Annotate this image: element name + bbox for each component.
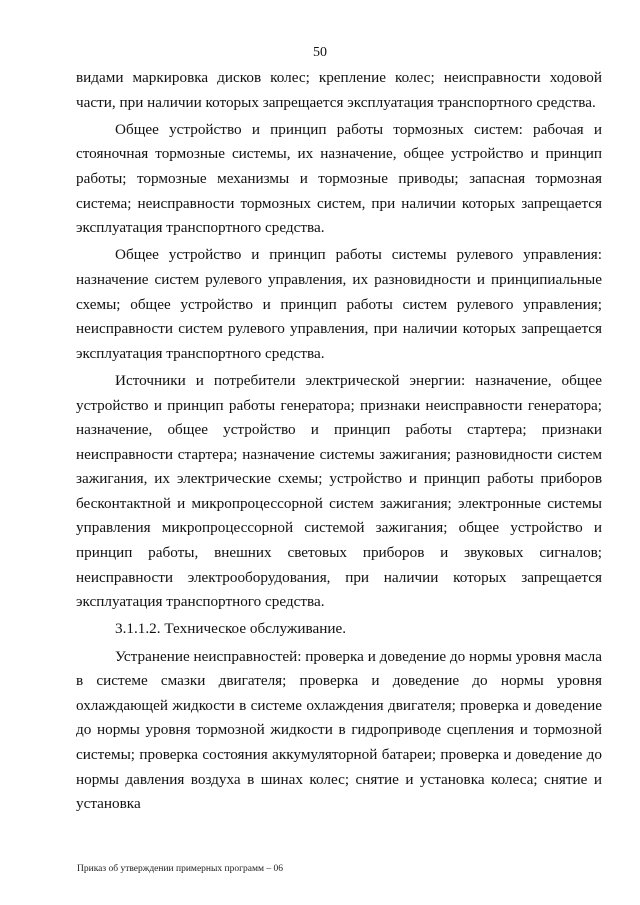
paragraph-brake-systems: Общее устройство и принцип работы тормозных систем: рабочая и стояночная тормозные системы, их назначение, общее устройство и принцип работы; тормозные механизмы и тормозные приводы; запасная тормозная система; неисправности тормозных систем, при наличии которых запрещается эксплуатация транспортного средства. — [76, 120, 602, 237]
paragraph-electrical-energy: Источники и потребители электрической энергии: назначение, общее устройство и принцип работы генератора; признаки неисправности генератора; назначение, общее устройство и принцип работы стартера; признаки неисправности стартера; назначение системы зажигания; разновидности систем зажигания, их электрические схемы; устройство и принцип работы приборов бесконтактной и микропроцессорной систем зажигания; электронные системы управления микропроцессорной системой зажигания; общее устройство и принцип работы, внешних световых приборов и звуковых сигналов; неисправности электрооборудования, при наличии которых запрещается эксплуатация транспортного средства. — [76, 371, 602, 611]
page-number: 50 — [313, 45, 327, 60]
section-heading-maintenance: 3.1.1.2. Техническое обслуживание. — [115, 620, 347, 638]
paragraph-chassis: видами маркировка дисков колес; крепление колес; неисправности ходовой части, при наличии которых запрещается эксплуатация транспортного средства. — [76, 69, 602, 111]
paragraph-troubleshooting: Устранение неисправностей: проверка и доведение до нормы уровня масла в системе смазки двигателя; проверка и доведение до нормы уровня охлаждающей жидкости в системе охлаждения двигателя; проверка и доведение до нормы уровня тормозной жидкости в гидроприводе сцепления и тормозной системы; проверка состояния аккумуляторной батареи; проверка и доведение до нормы давления воздуха в шинах колес; снятие и установка колеса; снятие и установка — [76, 647, 602, 813]
footer-note: Приказ об утверждении примерных программ – 06 — [77, 864, 283, 874]
document-body — [76, 66, 602, 819]
paragraph-steering-systems: Общее устройство и принцип работы системы рулевого управления: назначение систем рулевого управления, их разновидности и принципиальные схемы; общее устройство и принцип работы систем рулевого управления; неисправности систем рулевого управления, при наличии которых запрещается эксплуатация транспортного средства. — [76, 246, 602, 362]
